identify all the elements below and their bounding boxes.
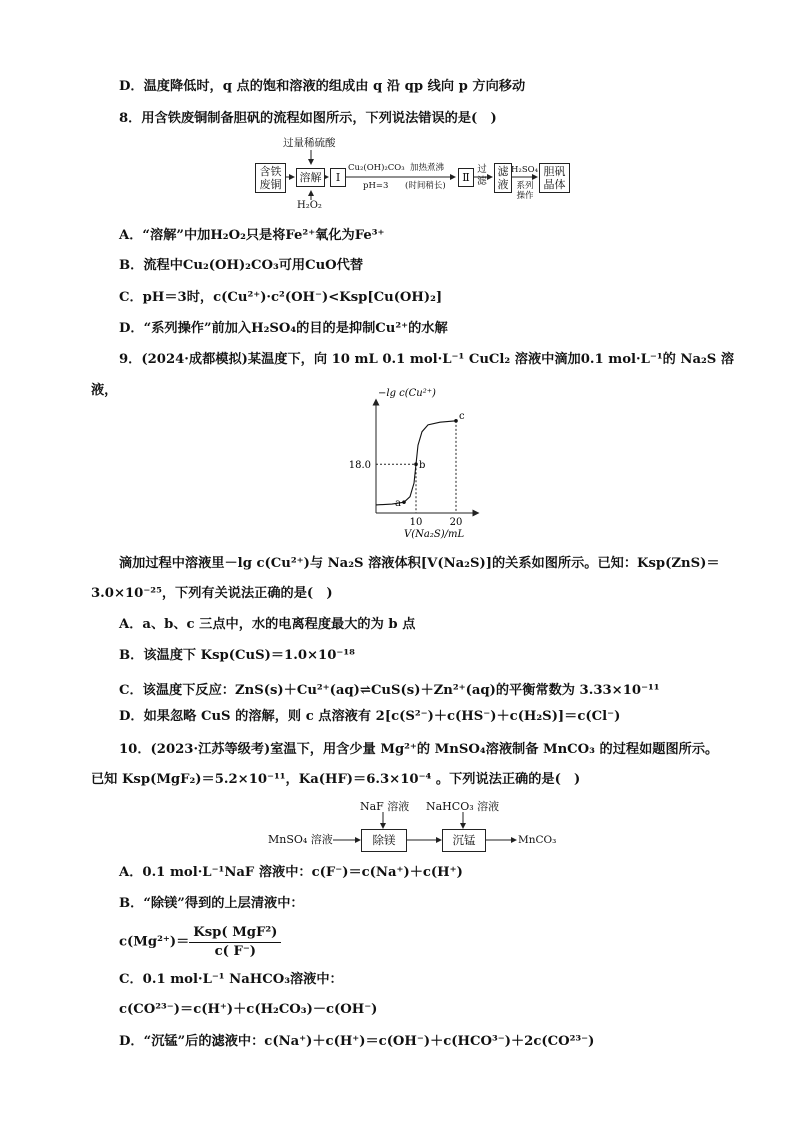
q8-time: (时间稍长) — [405, 181, 446, 191]
q10-end: MnCO₃ — [518, 834, 557, 846]
q8-box-product: 胆矾晶体 — [539, 163, 570, 193]
q10-option-b-fraction — [189, 924, 281, 961]
q9-option-d: D．如果忽略 CuS 的溶解，则 c 点溶液有 2[c(S²⁻)＋c(HS⁻)＋c(H₂S)]＝c(Cl⁻) — [119, 709, 621, 724]
q10-option-c: C．0.1 mol·L⁻¹ NaHCO₃溶液中： — [119, 972, 343, 987]
q10-option-b-num: Ksp( MgF²) — [189, 924, 281, 943]
q8-option-a: A．“溶解”中加H₂O₂只是将Fe²⁺氧化为Fe³⁺ — [119, 228, 385, 243]
q10-option-b: B．“除镁”得到的上层清液中： — [119, 896, 304, 911]
q10-box-step2: 沉锰 — [442, 829, 486, 852]
q9-option-c: C．该温度下反应：ZnS(s)＋Cu²⁺(aq)⇌CuS(s)＋Zn²⁺(aq)的平衡常数为 3.33×10⁻¹¹ — [119, 683, 660, 698]
q10-stem-line2: 已知 Ksp(MgF₂)＝5.2×10⁻¹¹，Ka(HF)＝6.3×10⁻⁴ 。下列说法正确的是( ) — [91, 772, 581, 787]
q8-heat: 加热煮沸 — [410, 163, 445, 173]
q10-option-d: D．“沉锰”后的滤液中：c(Na⁺)＋c(H⁺)＝c(OH⁻)＋c(HCO³⁻)＋2c(CO²³⁻) — [119, 1034, 595, 1049]
q7-option-d-label: D． — [119, 79, 144, 94]
q8-option-c: C．pH＝3时，c(Cu²⁺)·c²(OH⁻)<Ksp[Cu(OH)₂] — [119, 290, 443, 305]
q8-top-reagent: 过量稀硫酸 — [283, 137, 336, 149]
q9-after-line2: 3.0×10⁻²⁵，下列有关说法正确的是( ) — [91, 586, 333, 601]
point-label-c: c — [459, 410, 465, 422]
x-axis-label: V(Na₂S)/mL — [404, 529, 465, 540]
q8-box-filtrate: 滤液 — [494, 163, 512, 193]
q8-option-d: D．“系列操作”前加入H₂SO₄的目的是抑制Cu²⁺的水解 — [119, 321, 448, 336]
point-label-b: b — [419, 460, 426, 472]
q8-bottom-reagent: H₂O₂ — [297, 200, 322, 211]
q10-start: MnSO₄ 溶液 — [268, 833, 333, 846]
q8-stem: 8．用含铁废铜制备胆矾的流程如图所示，下列说法错误的是( ) — [119, 111, 497, 126]
x-tick-label: 10 — [409, 517, 423, 528]
q8-box-start: 含铁废铜 — [255, 163, 286, 193]
y-tick-label: 18.0 — [348, 460, 371, 472]
q10-stem-line1: 10．(2023·江苏等级考)室温下，用含少量 Mg²⁺的 MnSO₄溶液制备 MnCO₃ 的过程如题图所示。 — [119, 742, 719, 757]
q10-nahco3: NaHCO₃ 溶液 — [426, 800, 500, 813]
q8-series: 系列操作 — [516, 181, 534, 201]
x-tick-label: 20 — [449, 517, 463, 528]
q10-option-a: A．0.1 mol·L⁻¹NaF 溶液中：c(F⁻)＝c(Na⁺)＋c(H⁺) — [119, 865, 463, 880]
q9-option-a: A．a、b、c 三点中，水的电离程度最大的为 b 点 — [119, 617, 416, 632]
q10-option-b-eq — [119, 924, 281, 961]
q8-filter-op: 过滤 — [477, 164, 487, 187]
q8-h2so4: H₂SO₄ — [511, 165, 539, 175]
q8-box-II: Ⅱ — [458, 168, 474, 187]
q8-reagent1: Cu₂(OH)₂CO₃ — [348, 163, 405, 173]
q10-naf: NaF 溶液 — [360, 800, 410, 813]
q8-ph: pH=3 — [363, 181, 389, 191]
q8-box-dissolve: 溶解 — [296, 168, 325, 187]
q8-option-b: B．流程中Cu₂(OH)₂CO₃可用CuO代替 — [119, 258, 364, 273]
q9-stem-line2: 液， — [91, 383, 118, 398]
q10-box-step1: 除镁 — [361, 829, 407, 852]
q9-stem-line1: 9．(2024·成都模拟)某温度下，向 10 mL 0.1 mol·L⁻¹ CuCl₂ 溶液中滴加0.1 mol·L⁻¹的 Na₂S 溶 — [119, 352, 735, 367]
q9-after-line1: 滴加过程中溶液里－lg c(Cu²⁺)与 Na₂S 溶液体积[V(Na₂S)]的关系如图所示。已知：Ksp(ZnS)＝ — [119, 556, 720, 571]
q10-option-b-den: c( F⁻) — [214, 944, 257, 959]
y-axis-label: −lg c(Cu²⁺) — [378, 388, 436, 399]
q8-box-I: Ⅰ — [330, 168, 346, 187]
point-label-a: a — [395, 498, 401, 510]
q10-option-c-eq: c(CO²³⁻)＝c(H⁺)＋c(H₂CO₃)－c(OH⁻) — [119, 1002, 378, 1017]
q7-option-d-text: 温度降低时，q 点的饱和溶液的组成由 q 沿 qp 线向 p 方向移动 — [143, 79, 526, 94]
q9-option-b: B．该温度下 Ksp(CuS)＝1.0×10⁻¹⁸ — [119, 648, 355, 663]
q10-option-b-lhs: c(Mg²⁺)＝ — [119, 934, 190, 950]
